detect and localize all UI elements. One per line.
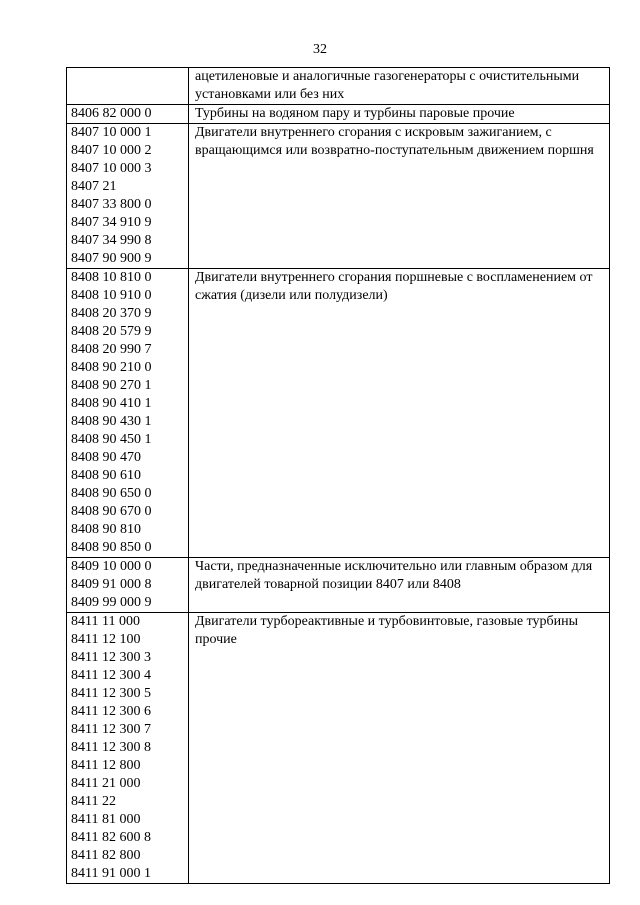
commodity-code: 8409 99 000 9 (71, 595, 152, 610)
commodity-code: 8408 90 470 (71, 450, 141, 465)
code-cell (67, 269, 189, 558)
commodity-code: 8411 12 800 (71, 758, 141, 773)
tariff-code-table (66, 67, 610, 884)
commodity-code: 8408 20 579 9 (71, 324, 152, 339)
commodity-code: 8408 20 990 7 (71, 342, 152, 357)
commodity-code: 8408 90 850 0 (71, 540, 152, 555)
table-body (67, 68, 610, 884)
code-cell (67, 105, 189, 124)
code-cell (67, 558, 189, 613)
commodity-code: 8411 12 300 6 (71, 704, 151, 719)
code-cell (67, 613, 189, 884)
commodity-code: 8408 90 650 0 (71, 486, 152, 501)
commodity-code: 8409 91 000 8 (71, 577, 152, 592)
commodity-description: Двигатели турбореактивные и турбовинтовые, газовые турбины прочие (195, 614, 579, 647)
description-cell (189, 613, 610, 884)
commodity-description: Части, предназначенные исключительно или главным образом для двигателей товарной позиции 8407 или 8408 (195, 559, 593, 592)
commodity-code: 8407 21 (71, 179, 117, 194)
table-row (67, 68, 610, 105)
code-cell (67, 68, 189, 105)
description-cell (189, 105, 610, 124)
commodity-code: 8407 33 800 0 (71, 197, 152, 212)
commodity-code: 8411 91 000 1 (71, 866, 151, 881)
commodity-code: 8408 90 210 0 (71, 360, 152, 375)
commodity-code: 8411 12 300 3 (71, 650, 151, 665)
commodity-code: 8411 12 300 7 (71, 722, 151, 737)
description-cell (189, 124, 610, 269)
commodity-code: 8408 90 450 1 (71, 432, 152, 447)
description-cell (189, 68, 610, 105)
commodity-code: 8411 81 000 (71, 812, 141, 827)
commodity-code: 8407 10 000 1 (71, 125, 152, 140)
commodity-description: Двигатели внутреннего сгорания поршневые с воспламенением от сжатия (дизели или полудизели) (195, 270, 593, 303)
commodity-description: ацетиленовые и аналогичные газогенераторы с очистительными установками или без них (195, 69, 580, 102)
commodity-code: 8408 90 270 1 (71, 378, 152, 393)
description-cell (189, 269, 610, 558)
commodity-code: 8407 34 910 9 (71, 215, 152, 230)
commodity-code: 8408 90 430 1 (71, 414, 152, 429)
commodity-code: 8408 10 810 0 (71, 270, 152, 285)
commodity-code: 8409 10 000 0 (71, 559, 152, 574)
commodity-code: 8411 12 300 5 (71, 686, 151, 701)
commodity-code: 8411 12 300 8 (71, 740, 151, 755)
table-row (67, 613, 610, 884)
commodity-code: 8408 90 810 (71, 522, 141, 537)
commodity-code: 8411 11 000 (71, 614, 140, 629)
description-cell (189, 558, 610, 613)
table-row (67, 558, 610, 613)
commodity-code: 8408 90 670 0 (71, 504, 152, 519)
table-row (67, 105, 610, 124)
commodity-code: 8408 90 410 1 (71, 396, 152, 411)
table-row (67, 269, 610, 558)
commodity-code: 8407 10 000 2 (71, 143, 152, 158)
commodity-code: 8411 12 100 (71, 632, 141, 647)
table-row (67, 124, 610, 269)
commodity-code: 8406 82 000 0 (71, 106, 152, 121)
commodity-code: 8407 10 000 3 (71, 161, 152, 176)
commodity-description: Двигатели внутреннего сгорания с искровым зажиганием, с вращающимся или возвратно-поступательным движением поршня (195, 125, 594, 158)
commodity-code: 8408 20 370 9 (71, 306, 152, 321)
commodity-code: 8411 82 800 (71, 848, 141, 863)
commodity-code: 8407 34 990 8 (71, 233, 152, 248)
commodity-code: 8411 12 300 4 (71, 668, 151, 683)
commodity-description: Турбины на водяном пару и турбины паровые прочие (195, 106, 515, 121)
commodity-code: 8407 90 900 9 (71, 251, 152, 266)
code-cell (67, 124, 189, 269)
commodity-code: 8408 90 610 (71, 468, 141, 483)
commodity-code: 8408 10 910 0 (71, 288, 152, 303)
commodity-code: 8411 22 (71, 794, 116, 809)
commodity-code: 8411 82 600 8 (71, 830, 151, 845)
commodity-code: 8411 21 000 (71, 776, 141, 791)
page-number: 32 (313, 42, 327, 57)
